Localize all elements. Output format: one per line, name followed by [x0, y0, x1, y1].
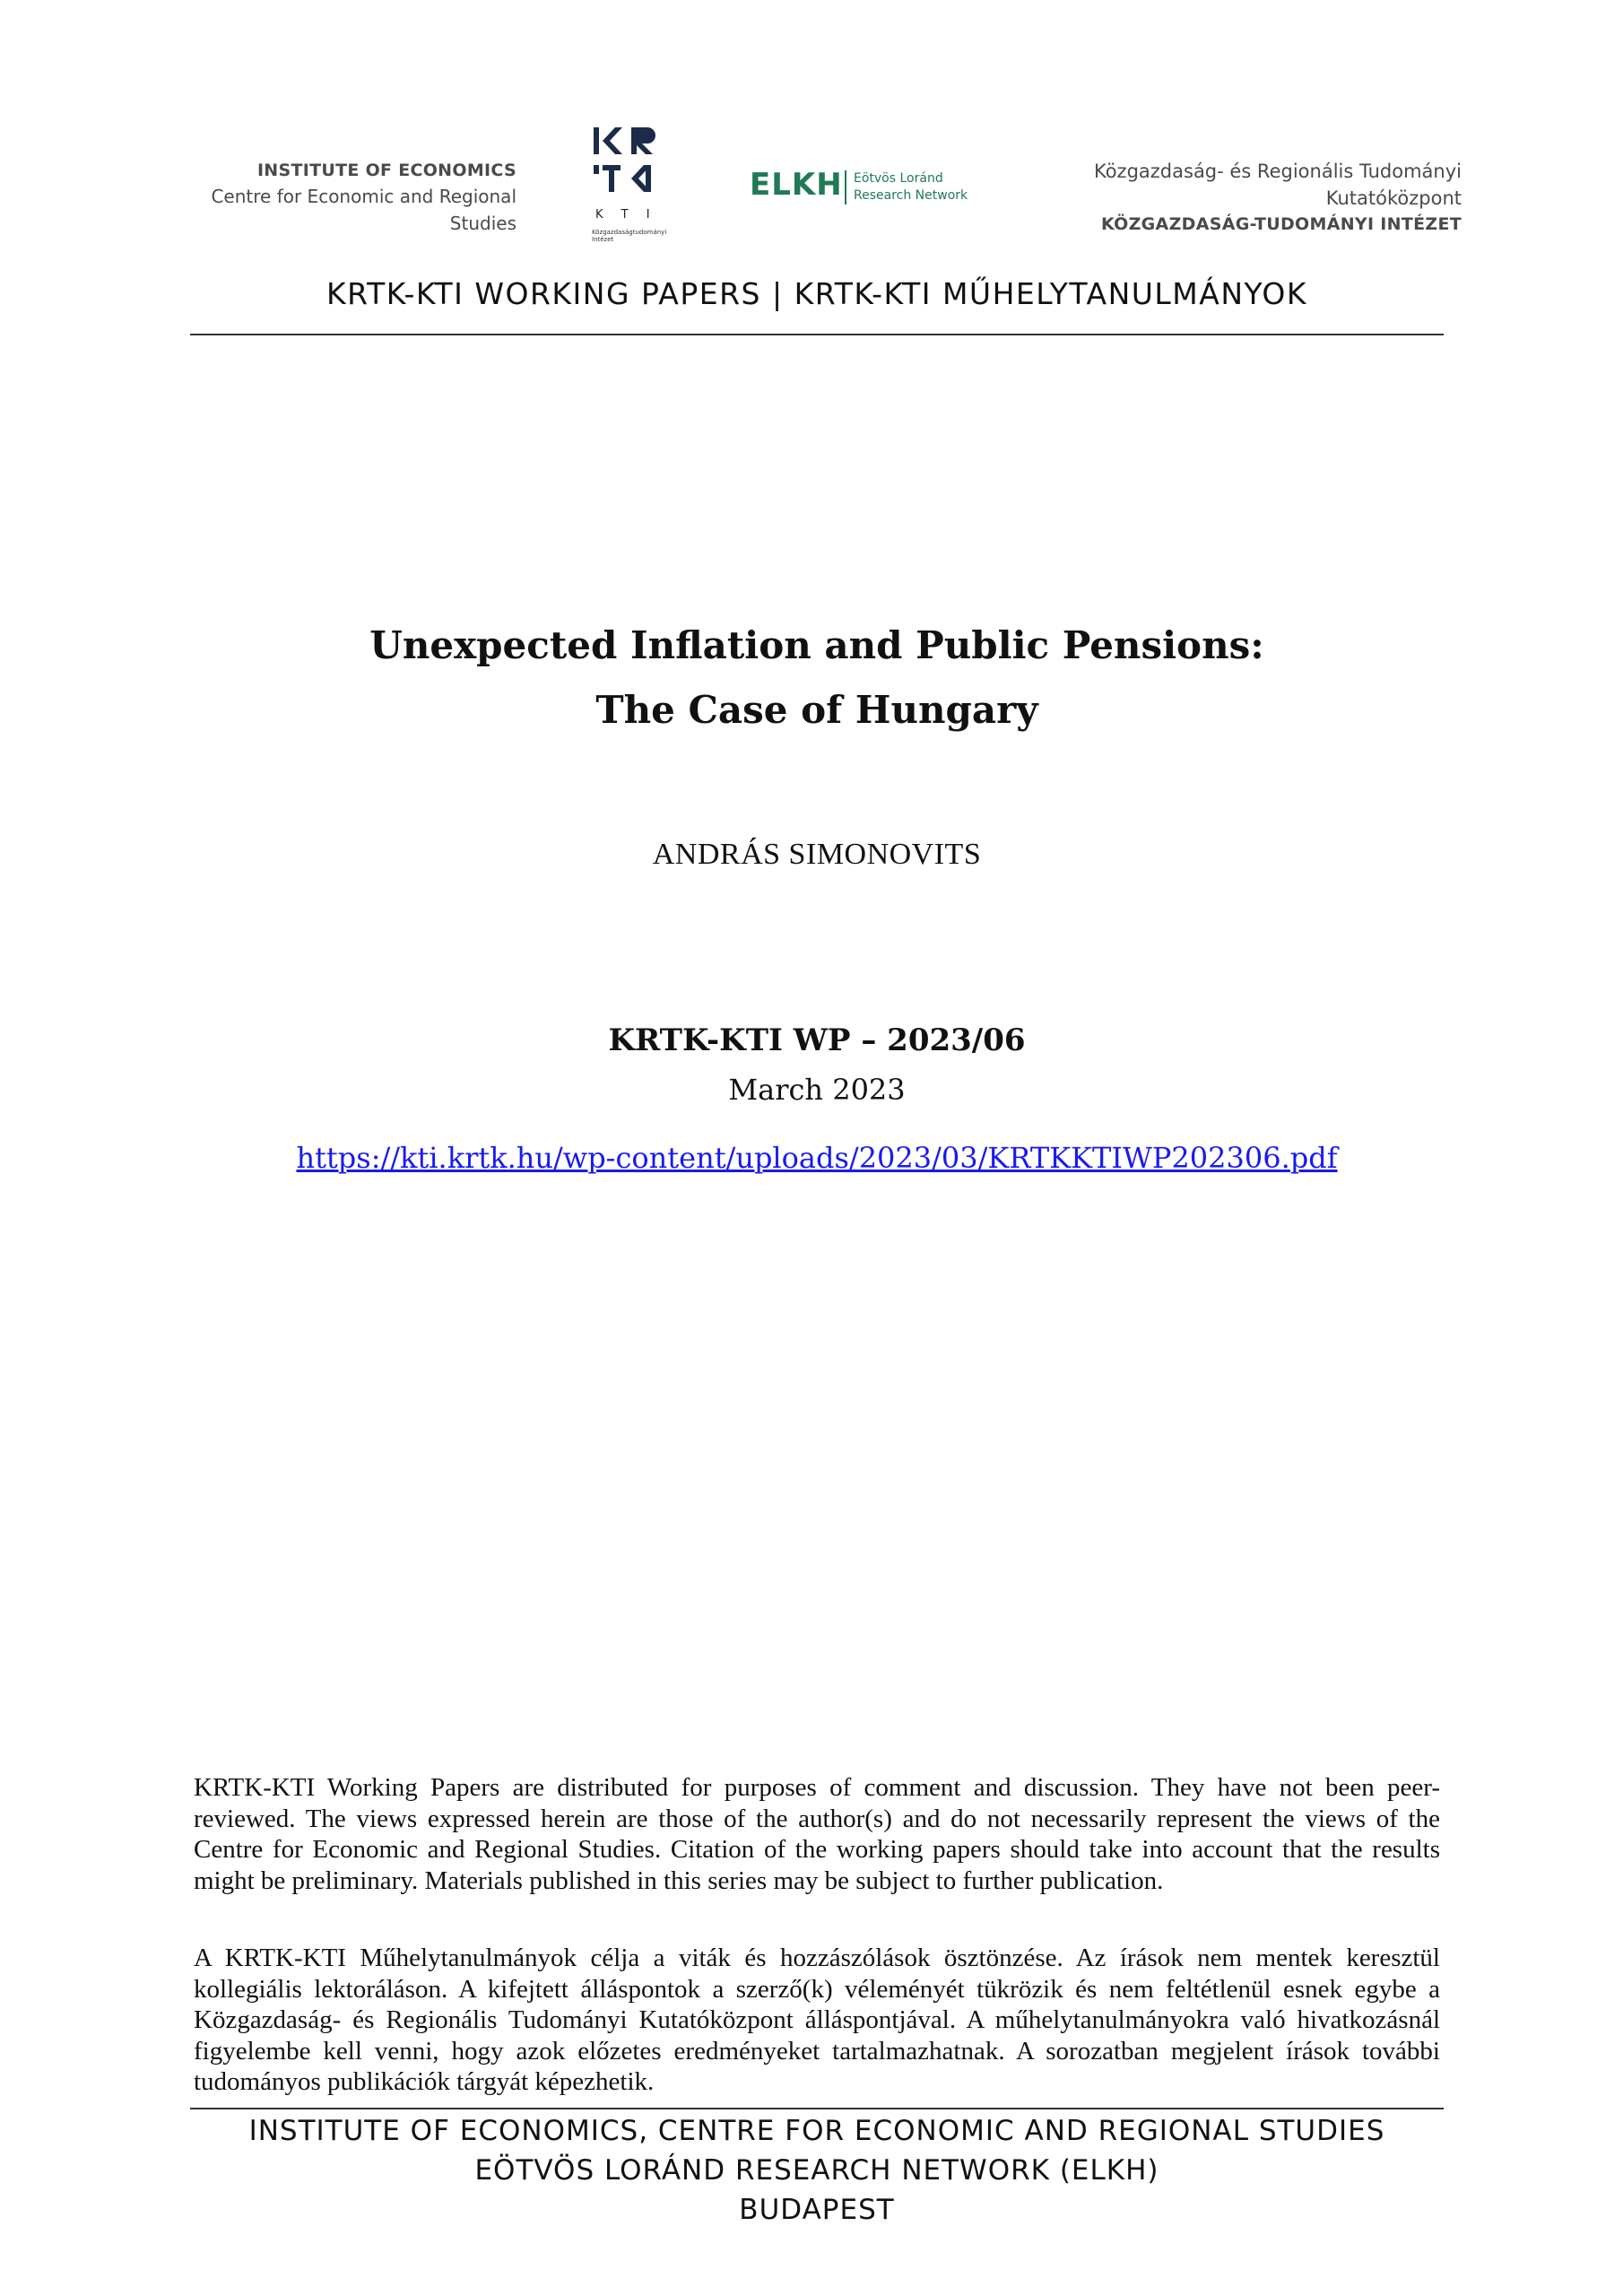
krtk-kti-subtext: Közgazdaságtudományi Intézet [592, 229, 667, 243]
ie-logo-line2: Centre for Economic and Regional Studies [211, 186, 516, 234]
paper-title-line1: Unexpected Inflation and Public Pensions: [369, 623, 1264, 667]
footer-line2: EÖTVÖS LORÁND RESEARCH NETWORK (ELKH) [474, 2154, 1159, 2187]
paper-title-line2: The Case of Hungary [595, 688, 1038, 732]
elkh-subtitle-line1: Eötvös Loránd [854, 171, 943, 186]
paper-url-container [190, 1141, 1444, 1175]
header-divider [190, 334, 1444, 335]
elkh-divider [845, 170, 846, 204]
krtk-name-line1: Közgazdaság- és Regionális Tudományi Kutatóközpont [1093, 161, 1462, 209]
paper-url-link[interactable]: https://kti.krtk.hu/wp-content/uploads/2023/03/KRTKKTIWP202306.pdf [296, 1141, 1338, 1175]
krtk-kti-letters: K T I [595, 208, 657, 222]
working-paper-number: KRTK-KTI WP – 2023/06 [608, 1022, 1026, 1058]
publication-date: March 2023 [728, 1073, 906, 1107]
institute-of-economics-logo [176, 158, 516, 237]
elkh-subtitle-line2: Research Network [854, 188, 968, 203]
krtk-name-line2: KÖZGAZDASÁG-TUDOMÁNYI INTÉZET [1100, 214, 1462, 234]
elkh-subtitle [854, 170, 968, 204]
paper-author: ANDRÁS SIMONOVITS [652, 838, 982, 871]
disclaimer-english: KRTK-KTI Working Papers are distributed for purposes of comment and discussion. They have not been peer-reviewed. The views expressed herein are those of the author(s) and do not necessarily represent the views of the Centre for Economic and Regional Studies. Citation of the working papers should take into account that the results might be preliminary. Materials published in this series may be subject to further publication. [194, 1773, 1440, 1895]
ie-logo-line1: INSTITUTE OF ECONOMICS [256, 161, 516, 180]
footer-line3: BUDAPEST [739, 2194, 895, 2226]
series-title: KRTK-KTI WORKING PAPERS | KRTK-KTI MŰHELYTANULMÁNYOK [325, 276, 1308, 311]
disclaimer-hungarian: A KRTK-KTI Műhelytanulmányok célja a viták és hozzászólások ösztönzése. Az írások nem mentek keresztül kollegiális lektoráláson. A kifejtett álláspontok a szerző(k) véleményét tükrözik és nem feltétlenül esnek egybe a Közgazdaság- és Regionális Tudományi Kutatóközpont álláspontjával. A műhelytanulmányokra való hivatkozásnál figyelembe kell venni, hogy azok előzetes eredményeket tartalmazhatnak. A sorozatban megjelent írások további tudományos publikációk tárgyát képezhetik. [194, 1944, 1440, 2096]
footer-line1: INSTITUTE OF ECONOMICS, CENTRE FOR ECONOMIC AND REGIONAL STUDIES [248, 2115, 1385, 2147]
footer [190, 2111, 1444, 2230]
paper-title [190, 613, 1444, 743]
krtk-institution-name [986, 158, 1462, 237]
elkh-wordmark: ELKH [750, 167, 843, 203]
footer-divider [190, 2108, 1444, 2109]
